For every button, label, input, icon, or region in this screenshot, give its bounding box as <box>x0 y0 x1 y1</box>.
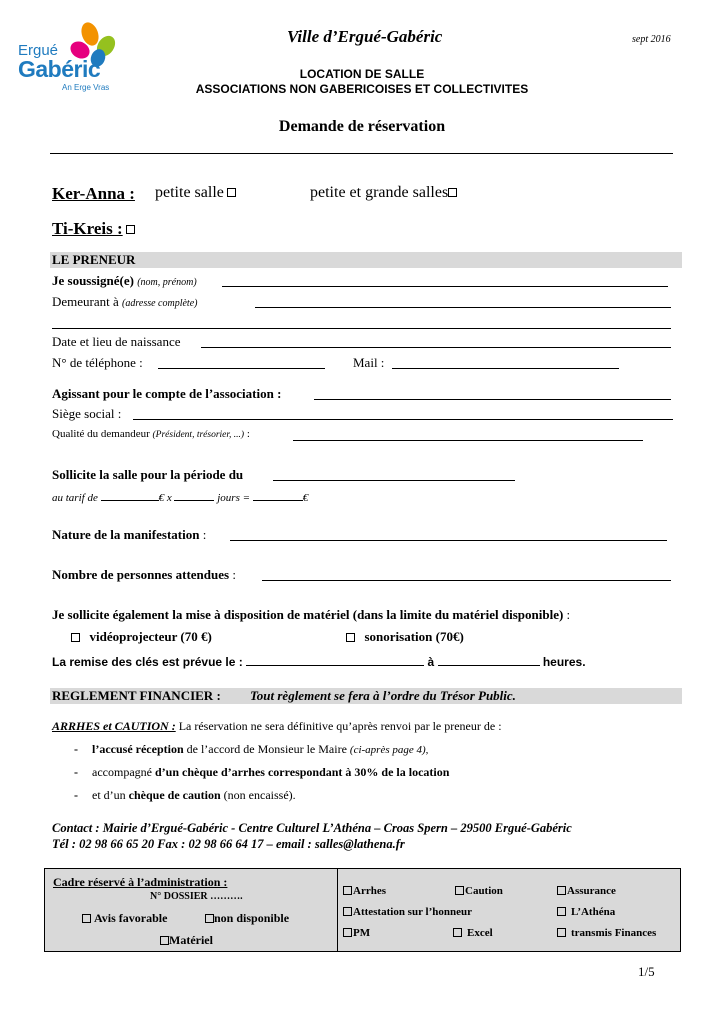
demeurant-field-2[interactable] <box>52 315 671 329</box>
favorable-checkbox[interactable] <box>82 914 91 923</box>
ti-kreis-option[interactable] <box>52 219 138 239</box>
naissance-label: Date et lieu de naissance <box>52 334 181 349</box>
item1-a: l’accusé réception <box>92 742 184 756</box>
preneur-section-header <box>50 252 682 268</box>
nature-row: Nature de la manifestation : <box>52 527 207 542</box>
item1-c: (ci-après page 4), <box>349 744 429 756</box>
arrhes-text: La réservation ne sera définitive qu’après renvoi par le preneur de : <box>178 719 502 733</box>
tarif-field[interactable] <box>101 488 159 501</box>
reglement-ordre: Tout règlement se fera à l’ordre du Trésor Public. <box>250 688 516 703</box>
item2-a: accompagné <box>92 765 152 779</box>
nombre-label: Nombre de personnes attendues <box>52 567 230 582</box>
mail-row <box>353 355 384 371</box>
ti-kreis-label: Ti-Kreis : <box>52 219 123 238</box>
header-line1: LOCATION DE SALLE <box>299 67 425 81</box>
video-option[interactable] <box>68 629 212 645</box>
admin-divider <box>337 869 338 951</box>
item1-b: de l’accord de Monsieur le Maire <box>186 742 347 756</box>
arrhes-row <box>52 719 502 734</box>
admin-attestation[interactable] <box>343 906 472 918</box>
excel-admin-label: Excel <box>467 927 493 939</box>
nature-field[interactable] <box>230 527 667 541</box>
soussigne-field[interactable] <box>222 273 668 287</box>
room-selection <box>52 184 135 204</box>
finances-admin-label: transmis Finances <box>571 927 657 939</box>
siege-field[interactable] <box>133 406 673 420</box>
favorable-label: Avis favorable <box>94 911 168 925</box>
tarif-x: € x <box>158 492 172 504</box>
telephone-row <box>52 355 143 371</box>
admin-dossier: N° DOSSIER ………. <box>150 891 243 902</box>
reglement-label: REGLEMENT FINANCIER : <box>52 688 221 703</box>
jours-field[interactable] <box>174 488 214 501</box>
naissance-row <box>52 334 181 350</box>
agissant-label: Agissant pour le compte de l’association : <box>52 386 282 401</box>
cles-heure-field[interactable] <box>438 653 540 666</box>
arrhes-item-1: - l’accusé réception de l’accord de Monsieur le Maire (ci-après page 4), <box>74 742 429 756</box>
admin-materiel[interactable] <box>157 933 213 948</box>
video-checkbox[interactable] <box>71 633 80 642</box>
qualite-hint: (Président, trésorier, ...) <box>152 430 245 440</box>
contact-line1: Contact : Mairie d’Ergué-Gabéric - Centre Culturel L’Athéna – Croas Spern – 29500 Ergué-Gabéric <box>52 821 572 835</box>
cles-heures: heures. <box>542 655 586 669</box>
qualite-row: Qualité du demandeur (Président, trésorier, ...) : <box>52 428 250 440</box>
non-dispo-label: non disponible <box>214 911 290 925</box>
demeurant-row <box>52 294 197 310</box>
document-date: sept 2016 <box>632 34 671 45</box>
item2-b: d’un chèque d’arrhes correspondant à 30% de la location <box>154 765 450 779</box>
finances-checkbox[interactable] <box>557 928 566 937</box>
total-field[interactable] <box>253 488 303 501</box>
item3-c: (non encaissé). <box>223 788 296 802</box>
assurance-checkbox[interactable] <box>557 886 566 895</box>
preneur-section-label: LE PRENEUR <box>52 252 136 267</box>
soussigne-label: Je soussigné(e) <box>52 273 134 288</box>
petite-salle-option[interactable] <box>155 184 239 202</box>
admin-title: Cadre réservé à l’administration : <box>53 875 228 889</box>
cles-a: à <box>427 655 435 669</box>
assurance-admin-label: Assurance <box>567 885 616 897</box>
cles-label: La remise des clés est prévue le : <box>52 655 243 669</box>
athena-checkbox[interactable] <box>557 907 566 916</box>
video-label: vidéoprojecteur (70 €) <box>89 629 212 644</box>
sono-option[interactable] <box>343 629 464 645</box>
cles-row <box>52 653 586 669</box>
petite-salle-label: petite salle <box>155 184 224 201</box>
telephone-label: N° de téléphone : <box>52 355 143 370</box>
page-number: 1/5 <box>638 964 655 979</box>
header-line2: ASSOCIATIONS NON GABERICOISES ET COLLECTIVITES <box>195 82 529 96</box>
item3-b: chèque de caution <box>128 788 221 802</box>
tarif-jours: jours = <box>217 492 251 504</box>
admin-athena[interactable] <box>557 906 615 918</box>
caution-admin-label: Caution <box>465 885 503 897</box>
materiel-row: Je sollicite également la mise à disposition de matériel (dans la limite du matériel disponible) : <box>52 607 571 622</box>
admin-caution[interactable] <box>455 885 503 897</box>
tarif-euro: € <box>302 492 309 504</box>
petite-grande-label: petite et grande salles <box>310 184 449 201</box>
nombre-row: Nombre de personnes attendues : <box>52 567 236 582</box>
sono-label: sonorisation (70€) <box>364 629 464 644</box>
soussigne-row <box>52 273 197 289</box>
materiel-checkbox[interactable] <box>160 936 169 945</box>
materiel-label: Je sollicite également la mise à disposition de matériel (dans la limite du matériel disponible) <box>52 607 564 622</box>
naissance-field[interactable] <box>201 334 671 348</box>
ti-kreis-checkbox[interactable] <box>126 225 135 234</box>
arrhes-item-3: - et d’un chèque de caution (non encaissé). <box>74 788 296 802</box>
mail-label: Mail : <box>353 355 385 370</box>
ker-anna-label: Ker-Anna : <box>52 184 135 203</box>
soussigne-hint: (nom, prénom) <box>137 277 197 288</box>
telephone-field[interactable] <box>158 355 325 369</box>
excel-checkbox[interactable] <box>453 928 462 937</box>
sono-checkbox[interactable] <box>346 633 355 642</box>
pm-admin-label: PM <box>353 927 371 939</box>
arrhes-label: ARRHES et CAUTION : <box>52 719 176 733</box>
admin-arrhes[interactable] <box>343 885 386 897</box>
pm-checkbox[interactable] <box>343 928 352 937</box>
arrhes-admin-label: Arrhes <box>353 885 386 897</box>
admin-assurance[interactable] <box>557 885 616 897</box>
page-title: Demande de réservation <box>278 118 446 135</box>
contact-line2: Tél : 02 98 66 65 20 Fax : 02 98 66 64 17 – email : salles@lathena.fr <box>52 837 405 851</box>
materiel-admin-label: Matériel <box>169 933 213 947</box>
agissant-row <box>52 386 281 402</box>
non-dispo-checkbox[interactable] <box>205 914 214 923</box>
athena-admin-label: L’Athéna <box>571 906 616 918</box>
attestation-admin-label: Attestation sur l’honneur <box>353 906 472 918</box>
demeurant-label: Demeurant à <box>52 294 119 309</box>
admin-favorable[interactable] <box>79 911 167 926</box>
admin-pm[interactable] <box>343 927 370 939</box>
petite-grande-option[interactable] <box>310 184 460 202</box>
sollicite-label: Sollicite la salle pour la période du <box>52 467 244 482</box>
mail-field[interactable] <box>392 355 619 369</box>
town-title: Ville d’Ergué-Gabéric <box>287 27 443 46</box>
admin-box <box>44 868 681 952</box>
demeurant-field[interactable] <box>255 294 671 308</box>
nature-label: Nature de la manifestation <box>52 527 200 542</box>
qualite-field[interactable] <box>293 428 643 441</box>
siege-row <box>52 406 121 422</box>
admin-finances[interactable] <box>557 927 656 939</box>
admin-excel[interactable] <box>453 927 493 939</box>
sollicite-row <box>52 467 243 483</box>
siege-label: Siège social : <box>52 406 122 421</box>
petite-salle-checkbox[interactable] <box>227 188 236 197</box>
periode-field[interactable] <box>273 467 515 481</box>
title-rule <box>50 153 673 154</box>
logo-line1: Ergué <box>18 42 59 59</box>
reglement-section-header <box>50 688 682 704</box>
caution-checkbox[interactable] <box>455 886 464 895</box>
admin-non-dispo[interactable] <box>202 911 289 926</box>
demeurant-hint: (adresse complète) <box>122 298 198 309</box>
nombre-field[interactable] <box>262 567 671 581</box>
item3-a: et d’un <box>92 788 126 802</box>
arrhes-item-2: - accompagné d’un chèque d’arrhes correspondant à 30% de la location <box>74 765 450 779</box>
qualite-label: Qualité du demandeur <box>52 428 150 440</box>
tarif-label: au tarif de <box>52 492 98 504</box>
logo-tagline: An Erge Vras <box>62 83 110 92</box>
attestation-checkbox[interactable] <box>343 907 352 916</box>
arrhes-checkbox[interactable] <box>343 886 352 895</box>
cles-date-field[interactable] <box>246 653 424 666</box>
agissant-field[interactable] <box>314 386 671 400</box>
logo-line2: Gabéric <box>18 56 101 82</box>
petite-grande-checkbox[interactable] <box>448 188 457 197</box>
tarif-row <box>52 488 308 504</box>
